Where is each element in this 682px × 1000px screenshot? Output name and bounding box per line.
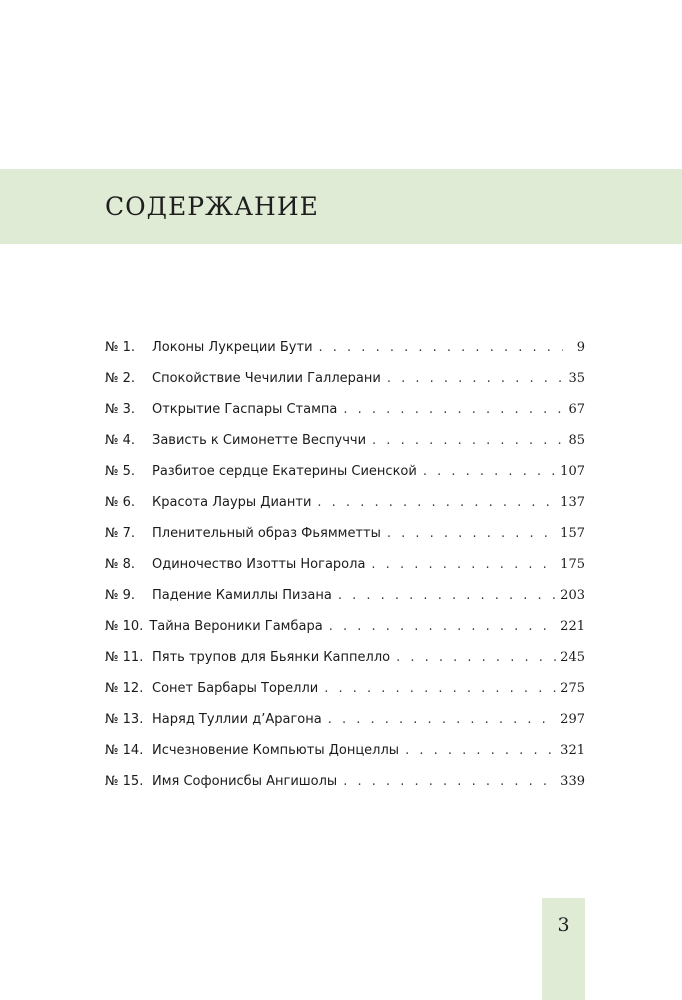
dot-leader [343, 773, 556, 791]
dot-leader [387, 525, 556, 543]
toc-entry-2[interactable] [105, 370, 585, 401]
toc-entry-page: 67 [568, 402, 585, 417]
toc-entry-title: Спокойствие Чечилии Галлерани [152, 371, 381, 386]
toc-entry-page: 321 [560, 743, 585, 758]
toc-entry-page: 245 [560, 650, 585, 665]
dot-leader [317, 494, 556, 512]
toc-entry-page: 175 [560, 557, 585, 572]
toc-entry-number: № 8. [105, 557, 136, 572]
toc-entry-number: № 10. [105, 619, 144, 634]
toc-entry-title: Исчезновение Компьюты Донцеллы [152, 743, 400, 758]
toc-entry-page: 137 [560, 495, 585, 510]
title-band [0, 169, 682, 244]
toc-entry-4[interactable] [105, 432, 585, 463]
toc-entry-number: № 14. [105, 743, 144, 758]
dot-leader [329, 618, 556, 636]
toc-entry-9[interactable] [105, 587, 585, 618]
toc-entry-3[interactable] [105, 401, 585, 432]
toc-entry-number: № 5. [105, 464, 136, 479]
dot-leader [372, 432, 563, 450]
toc-entry-15[interactable] [105, 773, 585, 804]
toc-entry-12[interactable] [105, 680, 585, 711]
toc-entry-number: № 11. [105, 650, 144, 665]
toc-entry-page: 339 [560, 774, 585, 789]
toc-entry-page: 275 [560, 681, 585, 696]
toc-entry-title: Зависть к Симонетте Веспуччи [152, 433, 367, 448]
dot-leader [328, 711, 556, 729]
toc-entry-title: Тайна Вероники Гамбара [149, 619, 323, 634]
toc-entry-title: Имя Софонисбы Ангишолы [152, 774, 338, 789]
toc-entry-number: № 15. [105, 774, 144, 789]
dot-leader [371, 556, 556, 574]
page-title: СОДЕРЖАНИЕ [105, 192, 319, 221]
toc-entry-6[interactable] [105, 494, 585, 525]
toc-entry-number: № 13. [105, 712, 144, 727]
toc-entry-1[interactable] [105, 339, 585, 370]
toc-entry-number: № 4. [105, 433, 136, 448]
toc-entry-title: Локоны Лукреции Бути [152, 340, 313, 355]
toc-entry-page: 203 [560, 588, 585, 603]
dot-leader [338, 587, 556, 605]
toc-entry-number: № 2. [105, 371, 136, 386]
toc-entry-number: № 7. [105, 526, 136, 541]
toc-entry-title: Наряд Туллии д’Арагона [152, 712, 322, 727]
toc-entry-page: 35 [568, 371, 585, 386]
dot-leader [387, 370, 563, 388]
dot-leader [324, 680, 556, 698]
toc-entry-title: Пленительный образ Фьямметты [152, 526, 381, 541]
page-number-tab [542, 898, 585, 1000]
toc-entry-title: Падение Камиллы Пизана [152, 588, 332, 603]
toc-entry-title: Сонет Барбары Торелли [152, 681, 319, 696]
toc-entry-11[interactable] [105, 649, 585, 680]
toc-entry-7[interactable] [105, 525, 585, 556]
toc-entry-8[interactable] [105, 556, 585, 587]
toc-entry-title: Пять трупов для Бьянки Каппелло [152, 650, 391, 665]
dot-leader [396, 649, 556, 667]
toc-entry-title: Одиночество Изотты Ногарола [152, 557, 366, 572]
toc-entry-number: № 12. [105, 681, 144, 696]
toc-entry-title: Красота Лауры Дианти [152, 495, 312, 510]
toc-entry-number: № 6. [105, 495, 136, 510]
toc-entry-number: № 3. [105, 402, 136, 417]
toc-entry-page: 107 [560, 464, 585, 479]
toc-entry-page: 157 [560, 526, 585, 541]
toc-entry-number: № 1. [105, 340, 136, 355]
toc-entry-13[interactable] [105, 711, 585, 742]
table-of-contents [105, 339, 585, 804]
toc-entry-10[interactable] [105, 618, 585, 649]
dot-leader [343, 401, 563, 419]
dot-leader [319, 339, 563, 357]
dot-leader [405, 742, 556, 760]
toc-entry-number: № 9. [105, 588, 136, 603]
page-number: 3 [557, 914, 570, 936]
dot-leader [423, 463, 556, 481]
toc-entry-page: 9 [576, 340, 585, 355]
toc-entry-page: 85 [568, 433, 585, 448]
toc-entry-title: Открытие Гаспары Стампа [152, 402, 338, 417]
toc-entry-14[interactable] [105, 742, 585, 773]
toc-entry-page: 297 [560, 712, 585, 727]
toc-entry-page: 221 [560, 619, 585, 634]
toc-entry-title: Разбитое сердце Екатерины Сиенской [152, 464, 417, 479]
toc-entry-5[interactable] [105, 463, 585, 494]
